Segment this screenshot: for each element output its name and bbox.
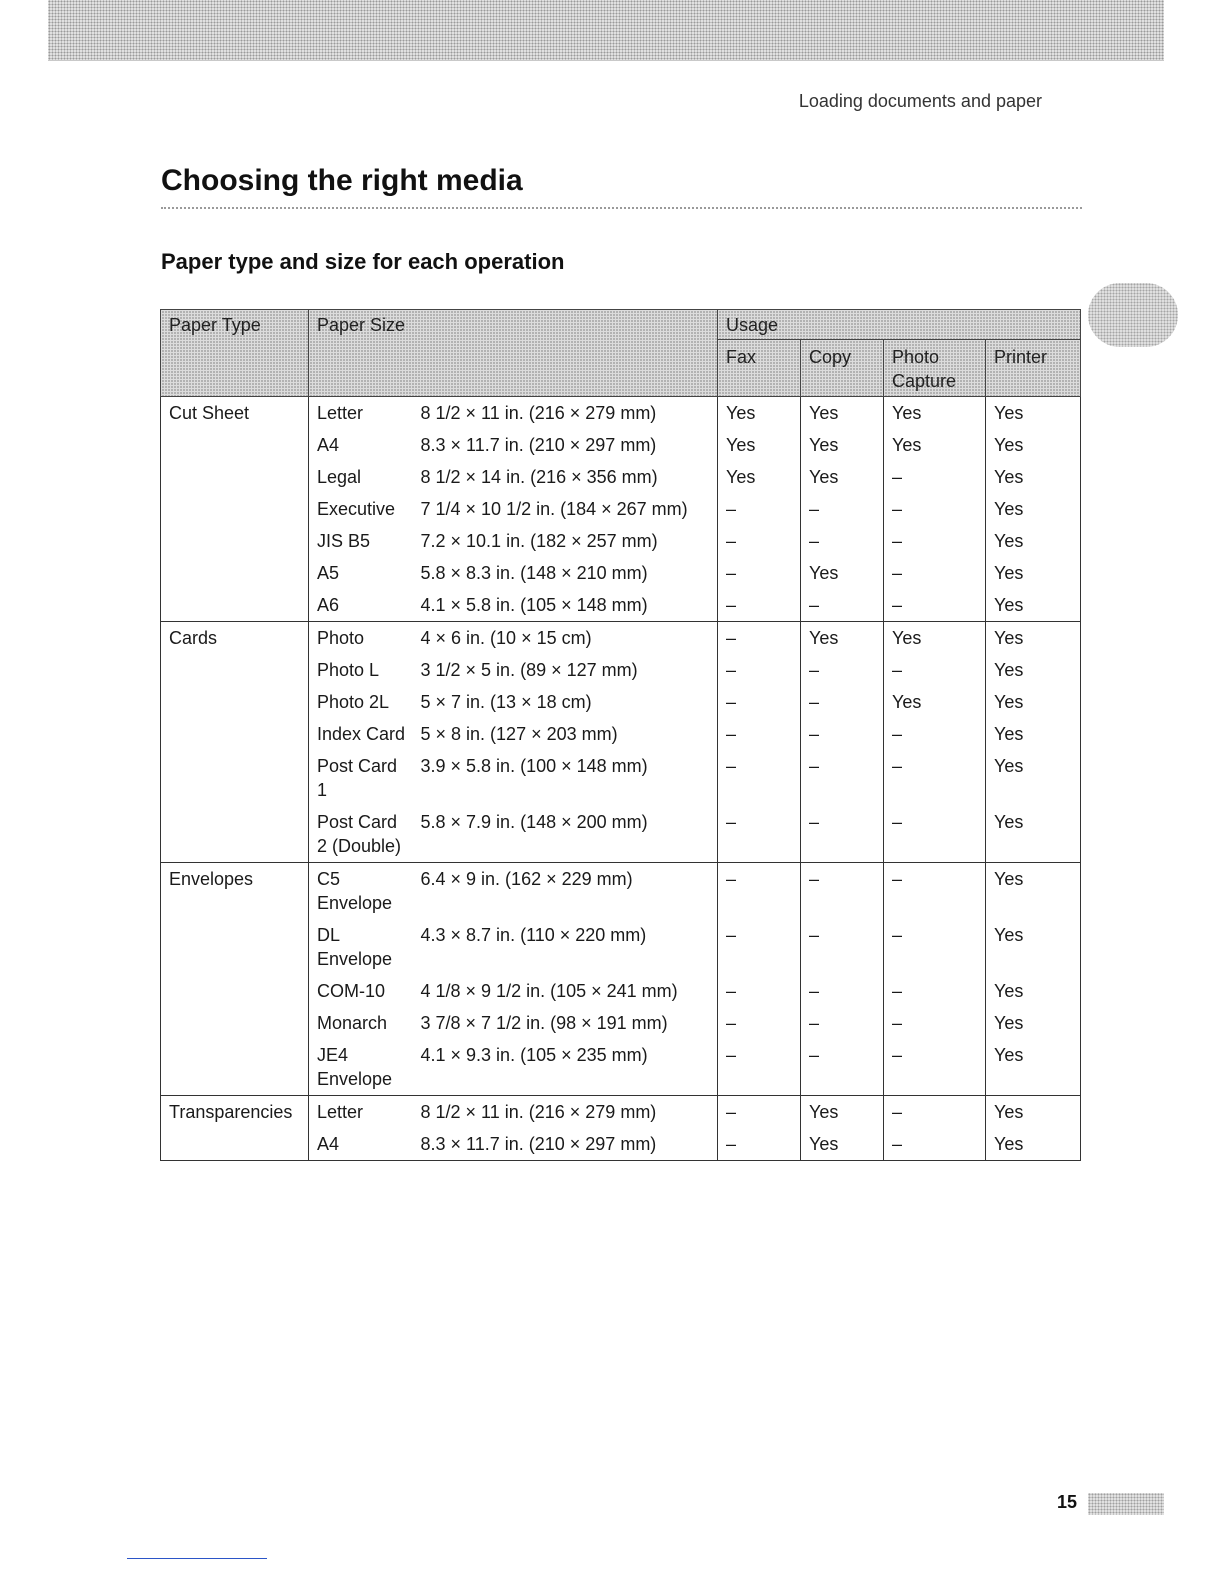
printer-usage: Yes [986, 1039, 1081, 1096]
paper-dimensions: 8 1/2 × 11 in. (216 × 279 mm) [419, 397, 718, 430]
paper-size-name: Photo L [309, 654, 419, 686]
page-number-band [1088, 1493, 1164, 1515]
photo-capture-usage: – [884, 1096, 986, 1129]
paper-dimensions: 7 1/4 × 10 1/2 in. (184 × 267 mm) [419, 493, 718, 525]
printer-usage: Yes [986, 429, 1081, 461]
photo-capture-usage: – [884, 718, 986, 750]
copy-usage: – [801, 686, 884, 718]
copy-usage: – [801, 589, 884, 622]
printer-usage: Yes [986, 1096, 1081, 1129]
title-divider [161, 207, 1082, 209]
paper-dimensions: 8 1/2 × 11 in. (216 × 279 mm) [419, 1096, 718, 1129]
fax-usage: – [718, 919, 801, 975]
photo-capture-usage: Yes [884, 397, 986, 430]
printer-usage: Yes [986, 975, 1081, 1007]
page-title: Choosing the right media [161, 164, 523, 197]
fax-usage: – [718, 750, 801, 806]
photo-capture-usage: – [884, 1128, 986, 1161]
fax-usage: Yes [718, 461, 801, 493]
printer-usage: Yes [986, 589, 1081, 622]
printer-usage: Yes [986, 863, 1081, 920]
paper-size-name: A4 [309, 1128, 419, 1161]
paper-size-name: A6 [309, 589, 419, 622]
paper-dimensions: 3 1/2 × 5 in. (89 × 127 mm) [419, 654, 718, 686]
printer-usage: Yes [986, 461, 1081, 493]
copy-usage: Yes [801, 622, 884, 655]
fax-usage: – [718, 1039, 801, 1096]
printer-usage: Yes [986, 622, 1081, 655]
paper-dimensions: 6.4 × 9 in. (162 × 229 mm) [419, 863, 718, 920]
section-heading: Paper type and size for each operation [161, 249, 565, 274]
fax-usage: – [718, 1128, 801, 1161]
printer-usage: Yes [986, 493, 1081, 525]
paper-size-name: Post Card 1 [309, 750, 419, 806]
photo-capture-usage: – [884, 1007, 986, 1039]
fax-usage: – [718, 654, 801, 686]
printer-usage: Yes [986, 397, 1081, 430]
copy-usage: – [801, 750, 884, 806]
top-decorative-band [48, 0, 1164, 61]
printer-usage: Yes [986, 718, 1081, 750]
paper-dimensions: 5 × 8 in. (127 × 203 mm) [419, 718, 718, 750]
fax-usage: Yes [718, 429, 801, 461]
photo-capture-usage: – [884, 557, 986, 589]
printer-usage: Yes [986, 654, 1081, 686]
fax-usage: – [718, 975, 801, 1007]
fax-usage: – [718, 493, 801, 525]
printer-usage: Yes [986, 1128, 1081, 1161]
photo-capture-usage: – [884, 525, 986, 557]
paper-dimensions: 4 1/8 × 9 1/2 in. (105 × 241 mm) [419, 975, 718, 1007]
copy-usage: – [801, 975, 884, 1007]
header-paper-type: Paper Type [161, 310, 309, 397]
printer-usage: Yes [986, 557, 1081, 589]
paper-dimensions: 3 7/8 × 7 1/2 in. (98 × 191 mm) [419, 1007, 718, 1039]
photo-capture-usage: – [884, 654, 986, 686]
paper-type-cell: Cards [161, 622, 309, 863]
table-row [161, 863, 1081, 920]
photo-capture-usage: – [884, 919, 986, 975]
paper-type-cell: Envelopes [161, 863, 309, 1096]
printer-usage: Yes [986, 525, 1081, 557]
fax-usage: Yes [718, 397, 801, 430]
copy-usage: Yes [801, 429, 884, 461]
paper-size-name: C5 Envelope [309, 863, 419, 920]
paper-size-name: Executive [309, 493, 419, 525]
photo-capture-usage: – [884, 493, 986, 525]
paper-dimensions: 5 × 7 in. (13 × 18 cm) [419, 686, 718, 718]
copy-usage: – [801, 1007, 884, 1039]
fax-usage: – [718, 863, 801, 920]
copy-usage: – [801, 493, 884, 525]
copy-usage: – [801, 718, 884, 750]
printer-usage: Yes [986, 806, 1081, 863]
paper-size-name: DL Envelope [309, 919, 419, 975]
table-row [161, 622, 1081, 655]
paper-dimensions: 5.8 × 8.3 in. (148 × 210 mm) [419, 557, 718, 589]
paper-size-name: Letter [309, 1096, 419, 1129]
running-header: Loading documents and paper [798, 91, 1042, 111]
printer-usage: Yes [986, 1007, 1081, 1039]
printer-usage: Yes [986, 686, 1081, 718]
header-printer: Printer [986, 340, 1081, 397]
photo-capture-usage: – [884, 975, 986, 1007]
chapter-tab-marker [1088, 283, 1178, 347]
fax-usage: – [718, 686, 801, 718]
paper-size-name: Legal [309, 461, 419, 493]
header-fax: Fax [718, 340, 801, 397]
paper-dimensions: 5.8 × 7.9 in. (148 × 200 mm) [419, 806, 718, 863]
paper-dimensions: 8 1/2 × 14 in. (216 × 356 mm) [419, 461, 718, 493]
photo-capture-usage: – [884, 806, 986, 863]
media-table [160, 309, 1081, 1161]
photo-capture-usage: – [884, 589, 986, 622]
paper-dimensions: 4.1 × 9.3 in. (105 × 235 mm) [419, 1039, 718, 1096]
paper-size-name: Photo 2L [309, 686, 419, 718]
paper-dimensions: 4.1 × 5.8 in. (105 × 148 mm) [419, 589, 718, 622]
copy-usage: – [801, 1039, 884, 1096]
photo-capture-usage: Yes [884, 429, 986, 461]
paper-dimensions: 8.3 × 11.7 in. (210 × 297 mm) [419, 1128, 718, 1161]
header-copy: Copy [801, 340, 884, 397]
copy-usage: – [801, 919, 884, 975]
paper-dimensions: 4.3 × 8.7 in. (110 × 220 mm) [419, 919, 718, 975]
copy-usage: Yes [801, 461, 884, 493]
paper-type-cell: Transparencies [161, 1096, 309, 1161]
photo-capture-usage: – [884, 461, 986, 493]
paper-dimensions: 4 × 6 in. (10 × 15 cm) [419, 622, 718, 655]
fax-usage: – [718, 557, 801, 589]
paper-size-name: A4 [309, 429, 419, 461]
photo-capture-usage: – [884, 750, 986, 806]
printer-usage: Yes [986, 919, 1081, 975]
media-table-body [161, 397, 1081, 1161]
fax-usage: – [718, 806, 801, 863]
table-row [161, 397, 1081, 430]
paper-size-name: Monarch [309, 1007, 419, 1039]
paper-dimensions: 8.3 × 11.7 in. (210 × 297 mm) [419, 429, 718, 461]
copy-usage: Yes [801, 397, 884, 430]
paper-size-name: A5 [309, 557, 419, 589]
paper-size-name: Post Card 2 (Double) [309, 806, 419, 863]
fax-usage: – [718, 525, 801, 557]
table-row [161, 1096, 1081, 1129]
copy-usage: – [801, 525, 884, 557]
copy-usage: – [801, 863, 884, 920]
photo-capture-usage: Yes [884, 622, 986, 655]
copy-usage: Yes [801, 557, 884, 589]
footnote-rule [127, 1558, 267, 1559]
copy-usage: Yes [801, 1128, 884, 1161]
fax-usage: – [718, 1007, 801, 1039]
paper-dimensions: 7.2 × 10.1 in. (182 × 257 mm) [419, 525, 718, 557]
fax-usage: – [718, 1096, 801, 1129]
paper-size-name: JE4 Envelope [309, 1039, 419, 1096]
photo-capture-usage: – [884, 863, 986, 920]
copy-usage: Yes [801, 1096, 884, 1129]
photo-capture-usage: Yes [884, 686, 986, 718]
header-photo-capture: Photo Capture [884, 340, 986, 397]
printer-usage: Yes [986, 750, 1081, 806]
header-usage: Usage [718, 310, 1081, 340]
header-paper-size: Paper Size [309, 310, 718, 397]
paper-type-cell: Cut Sheet [161, 397, 309, 622]
fax-usage: – [718, 589, 801, 622]
fax-usage: – [718, 718, 801, 750]
photo-capture-usage: – [884, 1039, 986, 1096]
fax-usage: – [718, 622, 801, 655]
paper-size-name: Photo [309, 622, 419, 655]
paper-size-name: COM-10 [309, 975, 419, 1007]
paper-size-name: Letter [309, 397, 419, 430]
page-number: 15 [1057, 1492, 1078, 1512]
paper-size-name: Index Card [309, 718, 419, 750]
paper-dimensions: 3.9 × 5.8 in. (100 × 148 mm) [419, 750, 718, 806]
paper-size-name: JIS B5 [309, 525, 419, 557]
copy-usage: – [801, 806, 884, 863]
copy-usage: – [801, 654, 884, 686]
